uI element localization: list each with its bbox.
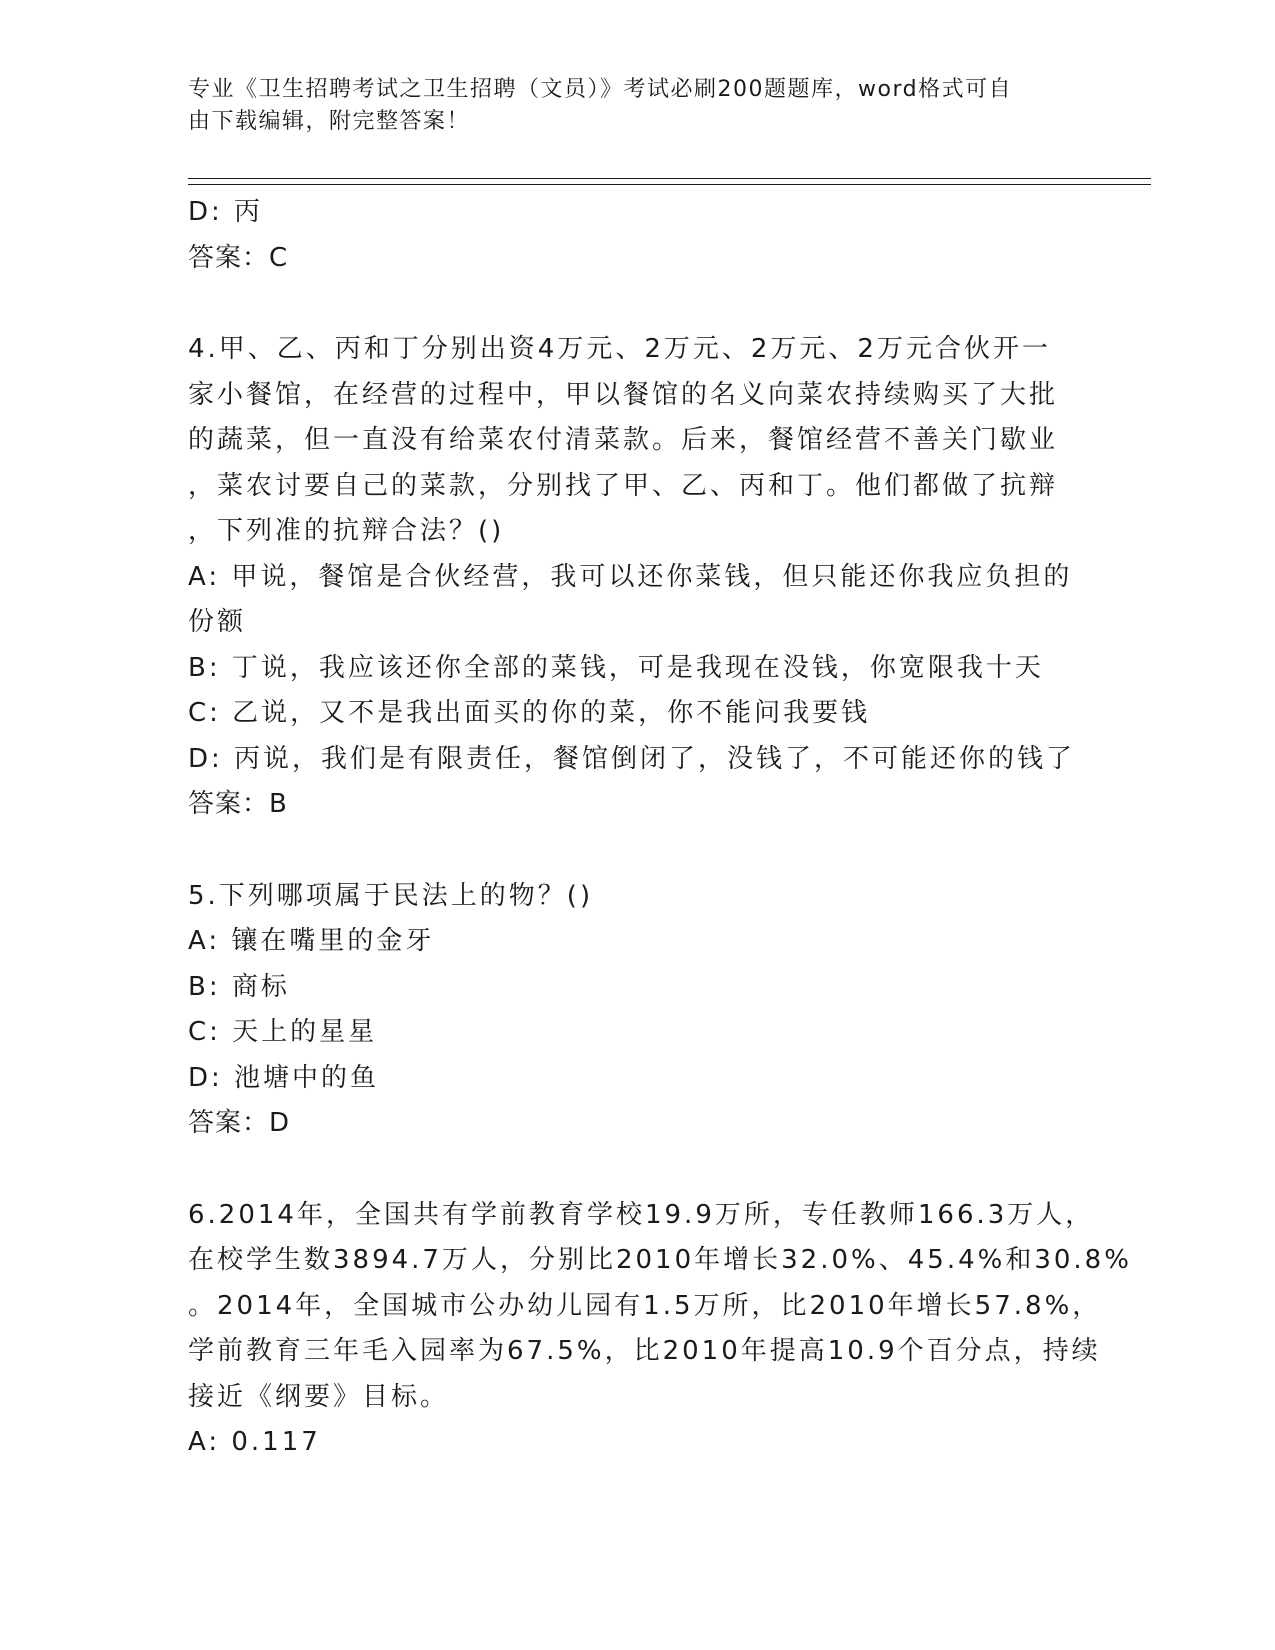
prev-option-d: D: 丙 <box>188 197 264 227</box>
prev-answer: 答案：C <box>188 242 289 273</box>
q4-option-a-cont: 份额 <box>188 607 247 637</box>
document-body <box>188 190 1132 1466</box>
q4-stem-line: 的蔬菜，但一直没有给菜农付清菜款。后来，餐馆经营不善关门歇业 <box>188 425 1059 455</box>
q4-stem-line: ，下列准的抗辩合法？() <box>188 516 505 546</box>
header-line-1: 专业《卫生招聘考试之卫生招聘（文员）》考试必刷200题题库，word格式可自 <box>188 77 1013 102</box>
question-6 <box>188 1193 1132 1466</box>
q4-option-a: A: 甲说，餐馆是合伙经营，我可以还你菜钱，但只能还你我应负担的 <box>188 561 1073 592</box>
header-line-2: 由下载编辑，附完整答案！ <box>188 109 471 134</box>
question-spacer <box>188 281 1088 327</box>
q5-stem: 5.下列哪项属于民法上的物？() <box>188 880 594 911</box>
q6-stem-line: 学前教育三年毛入园率为67.5%，比2010年提高10.9个百分点，持续 <box>188 1336 1101 1366</box>
q5-option-c: C: 天上的星星 <box>188 1017 378 1047</box>
question-5 <box>188 874 1088 1147</box>
q4-stem-line: ，菜农讨要自己的菜款，分别找了甲、乙、丙和丁。他们都做了抗辩 <box>188 470 1059 501</box>
q6-option-a: A: 0.117 <box>188 1427 321 1457</box>
q5-answer: 答案：D <box>188 1108 291 1138</box>
q5-option-b: B: 商标 <box>188 971 290 1002</box>
q6-stem-line: 接近《纲要》目标。 <box>188 1381 450 1412</box>
q4-answer: 答案：B <box>188 789 288 819</box>
q4-stem-line: 4.甲、乙、丙和丁分别出资4万元、2万元、2万元、2万元合伙开一 <box>188 334 1051 364</box>
q6-stem-line: 6.2014年，全国共有学前教育学校19.9万所，专任教师166.3万人， <box>188 1199 1095 1230</box>
q4-option-b: B: 丁说，我应该还你全部的菜钱，可是我现在没钱，你宽限我十天 <box>188 652 1044 683</box>
question-spacer <box>188 1147 1088 1193</box>
q5-option-a: A: 镶在嘴里的金牙 <box>188 926 435 956</box>
q4-stem-line: 家小餐馆，在经营的过程中，甲以餐馆的名义向菜农持续购买了大批 <box>188 379 1059 410</box>
header-double-rule <box>188 178 1151 185</box>
page-header <box>188 74 1068 138</box>
q4-option-c: C: 乙说，又不是我出面买的你的菜，你不能问我要钱 <box>188 698 871 728</box>
q5-option-d: D: 池塘中的鱼 <box>188 1062 380 1093</box>
question-4 <box>188 327 1088 828</box>
question-spacer <box>188 828 1088 874</box>
q4-option-d: D: 丙说，我们是有限责任，餐馆倒闭了，没钱了，不可能还你的钱了 <box>188 743 1076 774</box>
q6-stem-line: 在校学生数3894.7万人，分别比2010年增长32.0%、45.4%和30.8% <box>188 1245 1132 1275</box>
q6-stem-line: 。2014年，全国城市公办幼儿园有1.5万所，比2010年增长57.8%， <box>188 1290 1102 1321</box>
